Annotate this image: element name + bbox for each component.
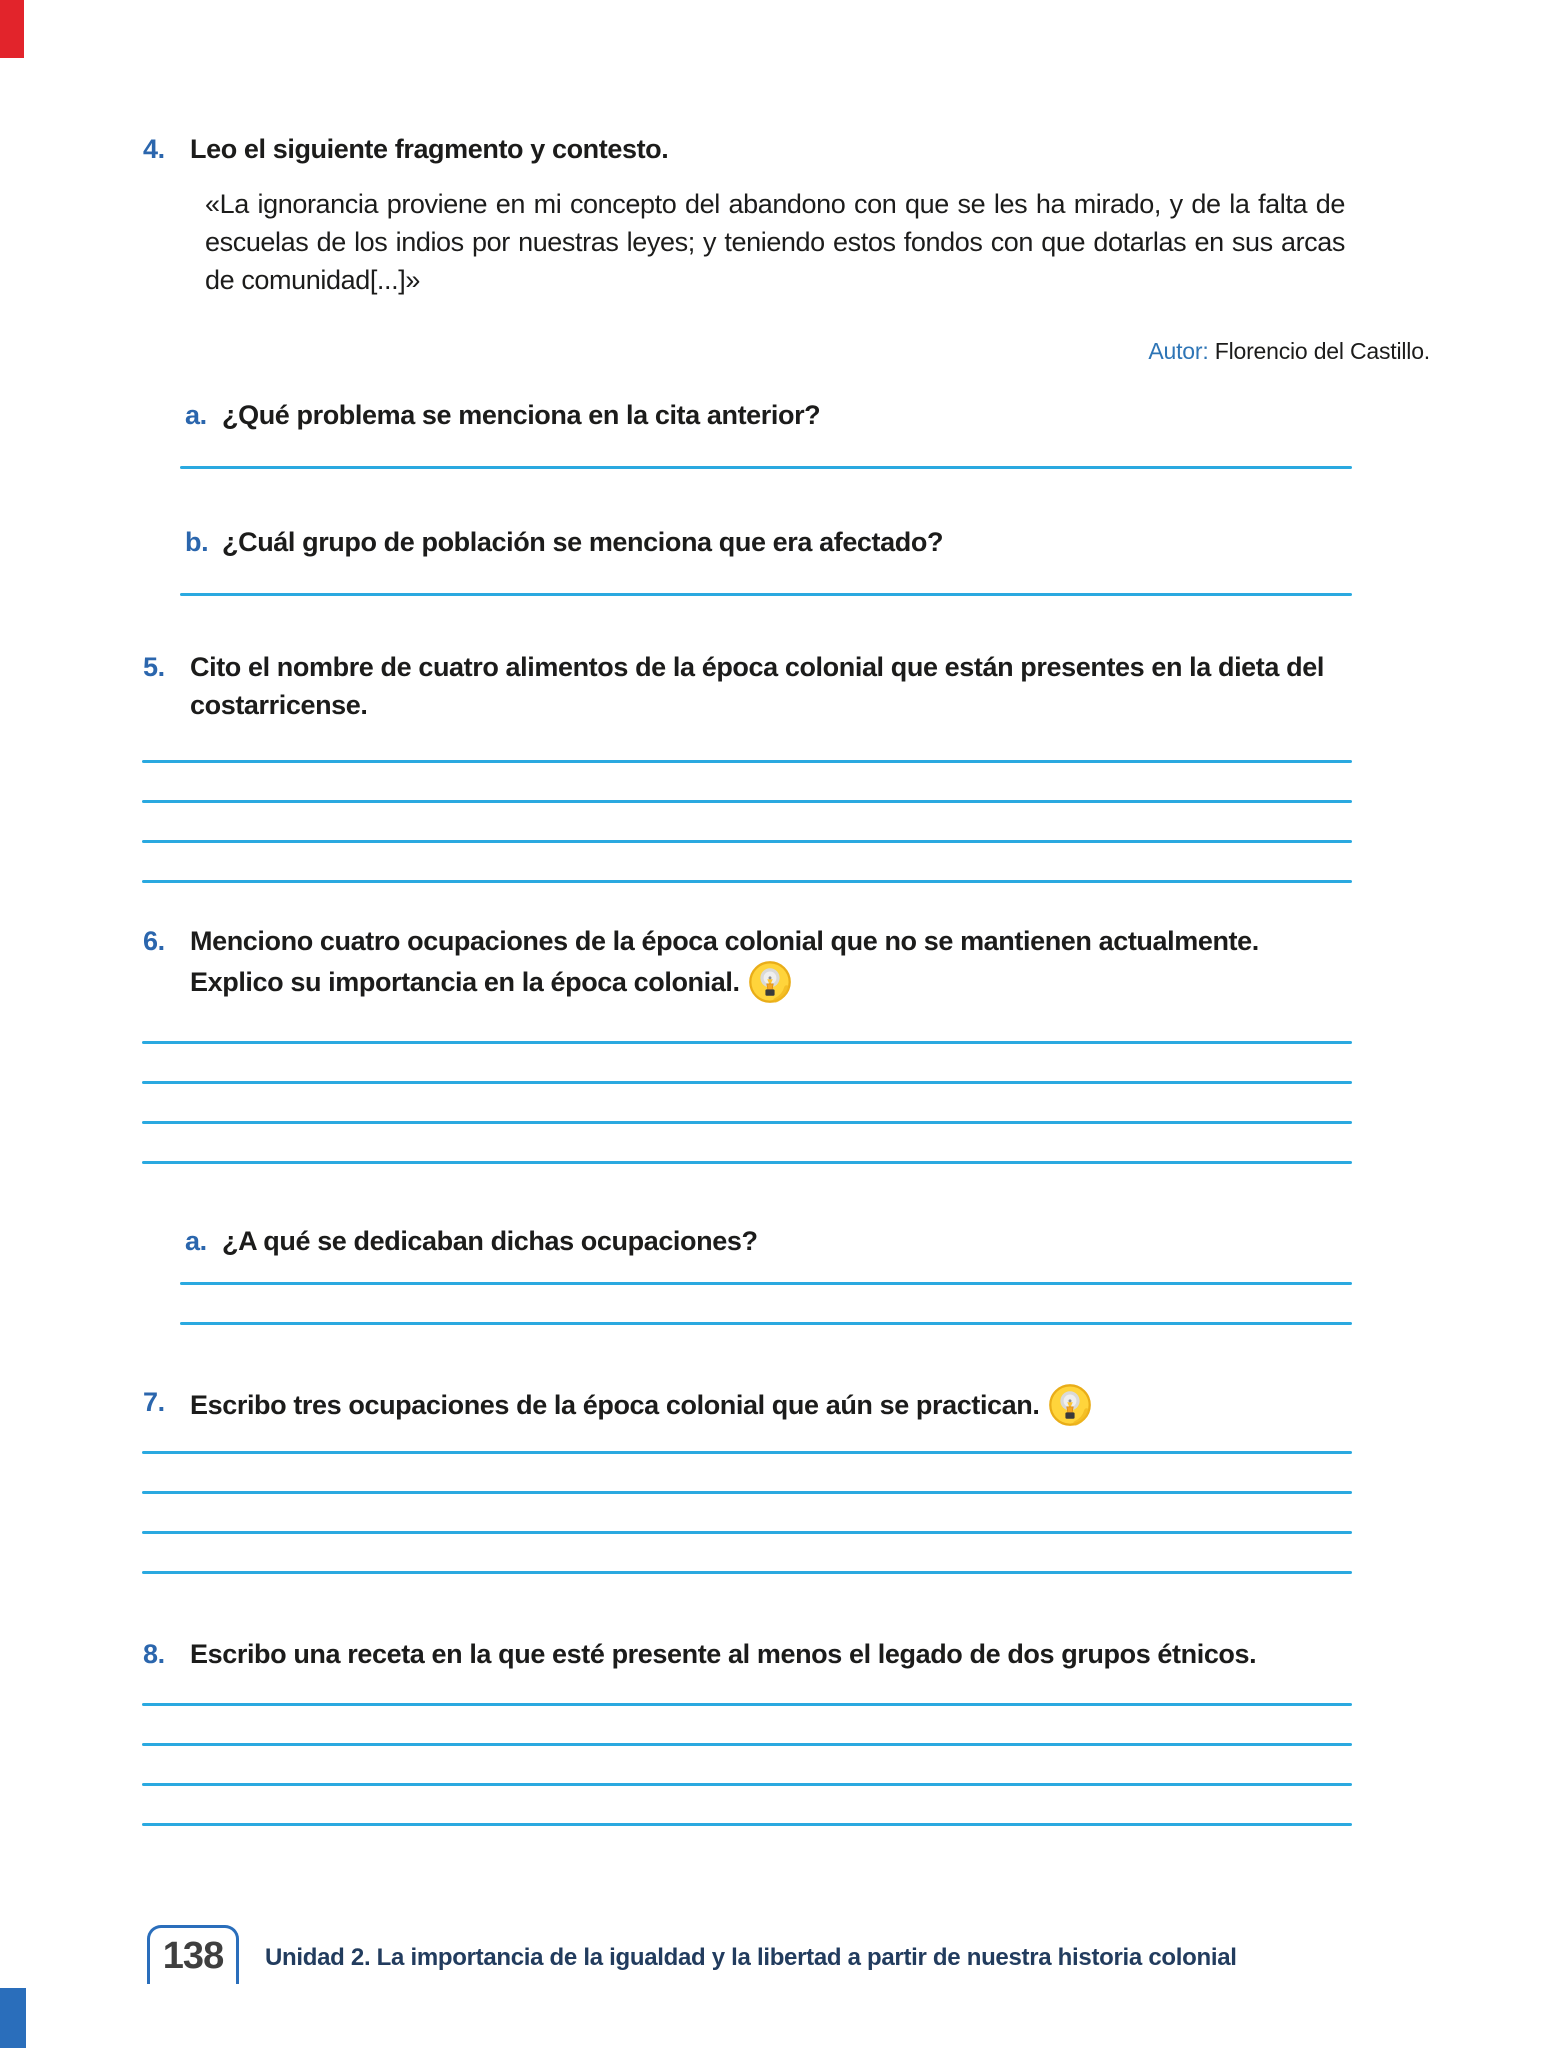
answer-line [142,1041,1352,1044]
sub-question-text: ¿Cuál grupo de población se menciona que era afectado? [222,527,944,557]
answer-line [180,593,1352,596]
question-text: Leo el siguiente fragmento y contesto. [190,134,669,164]
sub-question-letter: b. [185,527,209,557]
author-name: Florencio del Castillo. [1214,338,1430,364]
question-text [190,922,1352,1004]
answer-line [142,1823,1352,1826]
footer-unit-title: Unidad 2. La importancia de la igualdad y la libertad a partir de nuestra historia colonial [265,1944,1237,1971]
question-number: 7. [143,1387,165,1417]
answer-line [142,1703,1352,1706]
answer-lines-4a [180,466,1352,506]
lightbulb-icon [1048,1383,1092,1427]
page-number: 138 [162,1934,224,1977]
answer-line [142,1531,1352,1534]
question-text: Cito el nombre de cuatro alimentos de la época colonial que están presentes en la dieta del costarricense. [190,652,1324,720]
question-number: 6. [143,926,165,956]
answer-line [142,1743,1352,1746]
question-number: 5. [143,652,165,682]
answer-line [142,760,1352,763]
question-7 [143,1383,1352,1427]
red-corner-bar [0,0,24,58]
answer-line [142,1161,1352,1164]
answer-line [180,1282,1352,1285]
question-number: 8. [143,1639,165,1669]
author-label: Autor: [1148,338,1209,364]
lightbulb-icon [748,960,792,1004]
answer-line [142,1491,1352,1494]
author-line [700,336,1430,366]
question-6a [185,1222,1352,1260]
answer-line [142,1783,1352,1786]
question-6 [143,922,1352,1004]
sub-question-text: ¿A qué se dedicaban dichas ocupaciones? [222,1226,758,1256]
answer-lines-6a [180,1282,1352,1362]
sub-question-text: ¿Qué problema se menciona en la cita anterior? [222,400,821,430]
question-4a [185,396,1352,434]
answer-lines-5 [142,760,1352,920]
answer-line [142,880,1352,883]
question-number: 4. [143,134,165,164]
answer-line [142,1121,1352,1124]
quote-text: «La ignorancia proviene en mi concepto del abandono con que se les ha mirado, y de la falta de escuelas de los indios por nuestras leyes; y teniendo estos fondos con que dotarlas en sus arcas de comunidad[...]» [205,189,1345,295]
answer-line [180,466,1352,469]
answer-line [142,800,1352,803]
question-4 [143,130,1352,168]
question-text-content: Escribo tres ocupaciones de la época colonial que aún se practican. [190,1390,1040,1420]
page-number-box [147,1925,239,1984]
answer-line [180,1322,1352,1325]
answer-lines-6 [142,1041,1352,1201]
answer-lines-4b [180,593,1352,633]
question-8 [143,1635,1352,1673]
answer-line [142,840,1352,843]
question-text [190,1383,1352,1427]
question-text: Escribo una receta en la que esté presente al menos el legado de dos grupos étnicos. [190,1639,1257,1669]
answer-lines-8 [142,1703,1352,1863]
sub-question-letter: a. [185,1226,207,1256]
answer-line [142,1571,1352,1574]
blue-corner-bar [0,1988,26,2048]
question-text-content: Menciono cuatro ocupaciones de la época colonial que no se mantienen actualmente. Explico su importancia en la época colonial. [190,926,1259,997]
answer-line [142,1451,1352,1454]
question-4b [185,523,1352,561]
question-5 [143,648,1352,724]
sub-question-letter: a. [185,400,207,430]
answer-lines-7 [142,1451,1352,1611]
answer-line [142,1081,1352,1084]
